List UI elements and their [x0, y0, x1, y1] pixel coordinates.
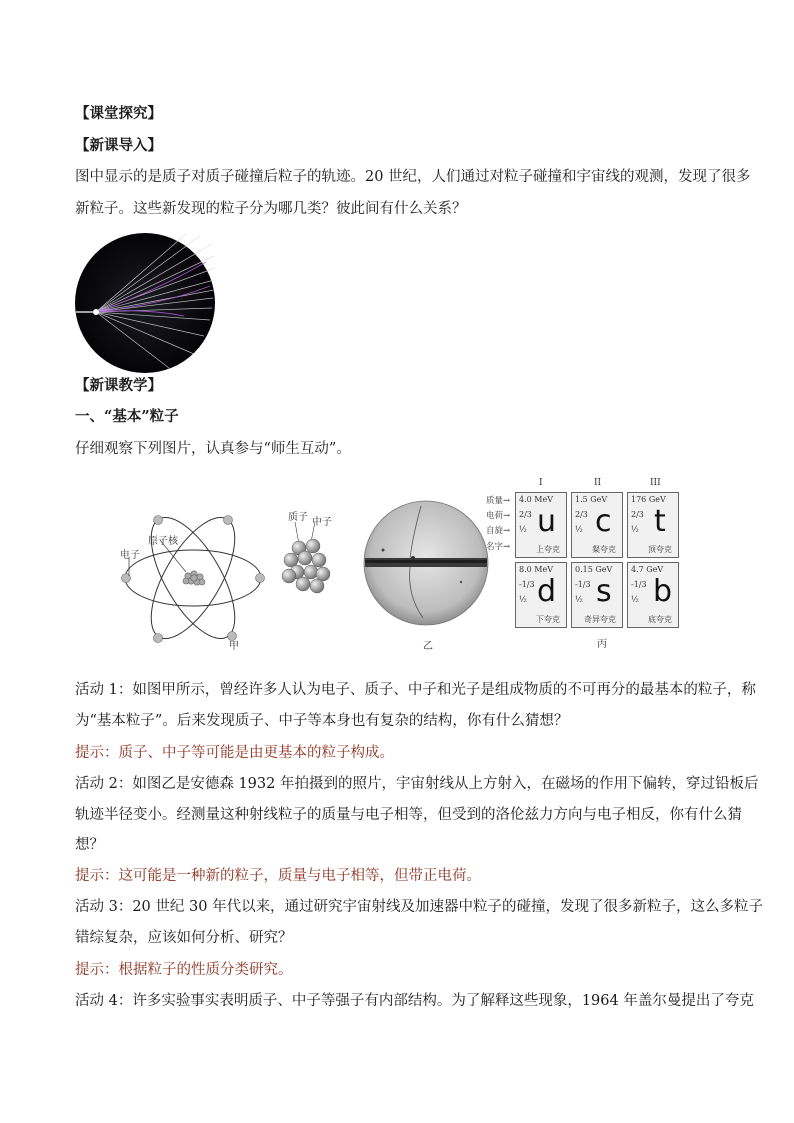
nucleus-cluster-diagram — [277, 520, 337, 598]
generation-label-1: I — [539, 478, 543, 488]
generation-label-2: II — [594, 478, 602, 488]
activity-2-line3: 想？ — [75, 837, 104, 853]
section-new-teaching: 【新课教学】 — [75, 377, 162, 394]
section-new-intro: 【新课导入】 — [75, 137, 162, 154]
row-label-charge: 电荷→ — [486, 511, 511, 521]
atom-model-diagram — [118, 510, 268, 645]
row-label-spin: 自旋→ — [486, 526, 511, 536]
label-electron: 电子 — [120, 550, 140, 561]
row-label-mass: 质量→ — [486, 496, 511, 506]
electron-pointer-arrow — [124, 558, 134, 578]
row-label-name: 名字→ — [486, 542, 511, 552]
quark-cell-down: 8.0 MeV -1/3 ½ d 下夸克 — [515, 562, 567, 628]
label-neutron: 中子 — [312, 517, 332, 528]
activity-3-line1: 活动 3：20 世纪 30 年代以来，通过研究宇宙射线及加速器中粒子的碰撞，发现了很多新粒子，这么多粒子 — [75, 899, 764, 915]
quark-cell-up: 4.0 MeV 2/3 ½ u 上夸克 — [515, 492, 567, 558]
quark-cell-charm: 1.5 GeV 2/3 ½ c 粲夸克 — [571, 492, 623, 558]
activity-1-line2: 为“基本粒子”。后来发现质子、中子等本身也有复杂的结构，你有什么猜想？ — [75, 713, 569, 729]
caption-jia: 甲 — [229, 641, 239, 652]
particle-collision-image — [74, 232, 216, 374]
caption-bing: 丙 — [597, 639, 607, 650]
activity-2-line2: 轨迹半径变小。经测量这种射线粒子的质量与电子相等，但受到的洛伦兹力方向与电子相反，你有什么猜 — [75, 807, 742, 823]
caption-yi: 乙 — [423, 641, 433, 652]
quark-cell-strange: 0.15 GeV -1/3 ½ s 奇异夸克 — [571, 562, 623, 628]
cloud-chamber-photo — [363, 500, 489, 626]
activity-1-line1: 活动 1：如图甲所示，曾经许多人认为电子、质子、中子和光子是组成物质的不可再分的最基本的粒子，称 — [75, 682, 756, 698]
section-class-explore: 【课堂探究】 — [75, 105, 162, 122]
generation-label-3: III — [650, 478, 661, 488]
intro-paragraph-line2: 新粒子。这些新发现的粒子分为哪几类？彼此间有什么关系？ — [75, 201, 467, 217]
quark-cell-bottom: 4.7 GeV -1/3 ½ b 底夸克 — [627, 562, 679, 628]
activity-3-line2: 错综复杂，应该如何分析、研究？ — [75, 930, 293, 946]
instruction-text: 仔细观察下列图片，认真参与“师生互动”。 — [75, 441, 351, 457]
hint-3: 提示：根据粒子的性质分类研究。 — [75, 962, 293, 978]
label-proton: 质子 — [288, 512, 308, 523]
label-nucleus: 原子核 — [148, 536, 178, 547]
activity-4-line1: 活动 4：许多实验事实表明质子、中子等强子有内部结构。为了解释这些现象，1964 年盖尔曼提出了夸克 — [75, 993, 754, 1009]
hint-2: 提示：这可能是一种新的粒子，质量与电子相等，但带正电荷。 — [75, 868, 481, 884]
heading-basic-particles: 一、“基本”粒子 — [75, 408, 179, 425]
intro-paragraph-line1: 图中显示的是质子对质子碰撞后粒子的轨迹。20 世纪，人们通过对粒子碰撞和宇宙线的观测，发现了很多 — [75, 169, 751, 185]
quark-cell-top: 176 GeV 2/3 ½ t 顶夸克 — [627, 492, 679, 558]
hint-1: 提示：质子、中子等可能是由更基本的粒子构成。 — [75, 745, 394, 761]
activity-2-line1: 活动 2：如图乙是安德森 1932 年拍摄到的照片，宇宙射线从上方射入，在磁场的作用下偏转，穿过铅板后 — [75, 776, 759, 792]
